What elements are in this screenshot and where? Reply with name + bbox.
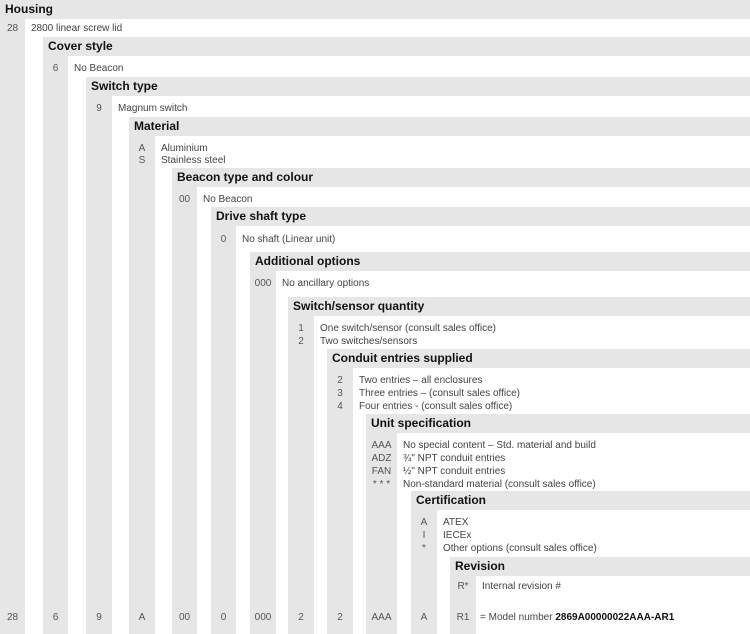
option-code: 28 <box>6 23 19 34</box>
section-column <box>86 77 112 634</box>
summary-code: A <box>138 612 146 623</box>
option-description: ATEX <box>443 517 469 528</box>
summary-code: 0 <box>220 612 227 623</box>
option-description: Non-standard material (consult sales office) <box>403 479 596 490</box>
section-header: Beacon type and colour <box>172 168 750 187</box>
option-description: No Beacon <box>203 194 253 205</box>
option-description: Two entries – all enclosures <box>359 375 483 386</box>
option-description: IECEx <box>443 530 472 541</box>
section-header: Switch type <box>86 77 750 96</box>
section-body <box>25 19 750 37</box>
section-header: Housing <box>0 0 750 19</box>
option-description: Three entries – (consult sales office) <box>359 388 521 399</box>
option-code: 4 <box>337 401 343 412</box>
option-code: * <box>422 543 426 554</box>
summary-code: 2 <box>337 612 343 623</box>
summary-code: 28 <box>6 612 19 623</box>
option-description: ¾" NPT conduit entries <box>403 453 506 464</box>
summary-code: R1 <box>456 612 470 623</box>
option-description: Four entries - (consult sales office) <box>359 401 513 412</box>
section-column <box>172 168 197 634</box>
option-code: 1 <box>298 323 304 334</box>
section-header: Conduit entries supplied <box>327 349 750 368</box>
section-header: Unit specification <box>366 414 750 433</box>
summary-code: 2 <box>298 612 304 623</box>
summary-code: 6 <box>52 612 59 623</box>
option-description: 2800 linear screw lid <box>31 23 123 34</box>
section-header: Cover style <box>43 37 750 56</box>
option-description: Stainless steel <box>161 155 226 166</box>
summary-code: 9 <box>96 612 102 623</box>
model-number-value: 2869A00000022AAA-AR1 <box>555 612 675 623</box>
option-description: No shaft (Linear unit) <box>242 234 336 245</box>
section-header: Material <box>129 117 750 136</box>
section-header: Drive shaft type <box>211 207 750 226</box>
option-description: Internal revision # <box>482 581 561 592</box>
option-code: ADZ <box>371 453 392 464</box>
option-code: 2 <box>337 375 343 386</box>
option-code: 6 <box>52 63 59 74</box>
option-description: ½" NPT conduit entries <box>403 466 506 477</box>
section-body <box>155 136 750 168</box>
option-code: * * * <box>372 479 391 490</box>
option-code: 3 <box>337 388 343 399</box>
option-code: A <box>138 143 146 154</box>
summary-code: AAA <box>371 612 392 623</box>
option-code: 00 <box>178 194 191 205</box>
option-code: R* <box>457 581 469 592</box>
model-number-line <box>480 612 674 623</box>
section-column <box>129 117 155 634</box>
option-code: 000 <box>254 278 272 289</box>
section-body <box>197 187 750 207</box>
option-code: 2 <box>298 336 304 347</box>
section-header: Additional options <box>250 252 750 271</box>
option-code: AAA <box>371 440 392 451</box>
option-code: 9 <box>96 103 102 114</box>
option-description: No special content – Std. material and build <box>403 440 596 451</box>
summary-code: A <box>420 612 428 623</box>
option-description: No ancillary options <box>282 278 370 289</box>
option-description: Aluminium <box>161 143 208 154</box>
section-header: Switch/sensor quantity <box>288 297 750 316</box>
option-code: A <box>420 517 428 528</box>
option-description: One switch/sensor (consult sales office) <box>320 323 497 334</box>
option-code: 0 <box>220 234 227 245</box>
section-body <box>112 96 750 117</box>
section-column <box>211 207 236 634</box>
section-header: Certification <box>411 491 750 510</box>
option-description: No Beacon <box>74 63 124 74</box>
section-column <box>0 0 25 634</box>
option-code: I <box>422 530 426 541</box>
section-header: Revision <box>450 557 750 576</box>
model-number-prefix: = Model number <box>480 612 553 623</box>
option-description: Two switches/sensors <box>320 336 418 347</box>
option-description: Other options (consult sales office) <box>443 543 597 554</box>
section-body <box>68 56 750 77</box>
section-column <box>43 37 68 634</box>
summary-code: 000 <box>254 612 272 623</box>
summary-code: 00 <box>178 612 191 623</box>
section-column <box>250 252 276 634</box>
option-description: Magnum switch <box>118 103 188 114</box>
option-code: S <box>138 155 146 166</box>
option-code: FAN <box>371 466 392 477</box>
